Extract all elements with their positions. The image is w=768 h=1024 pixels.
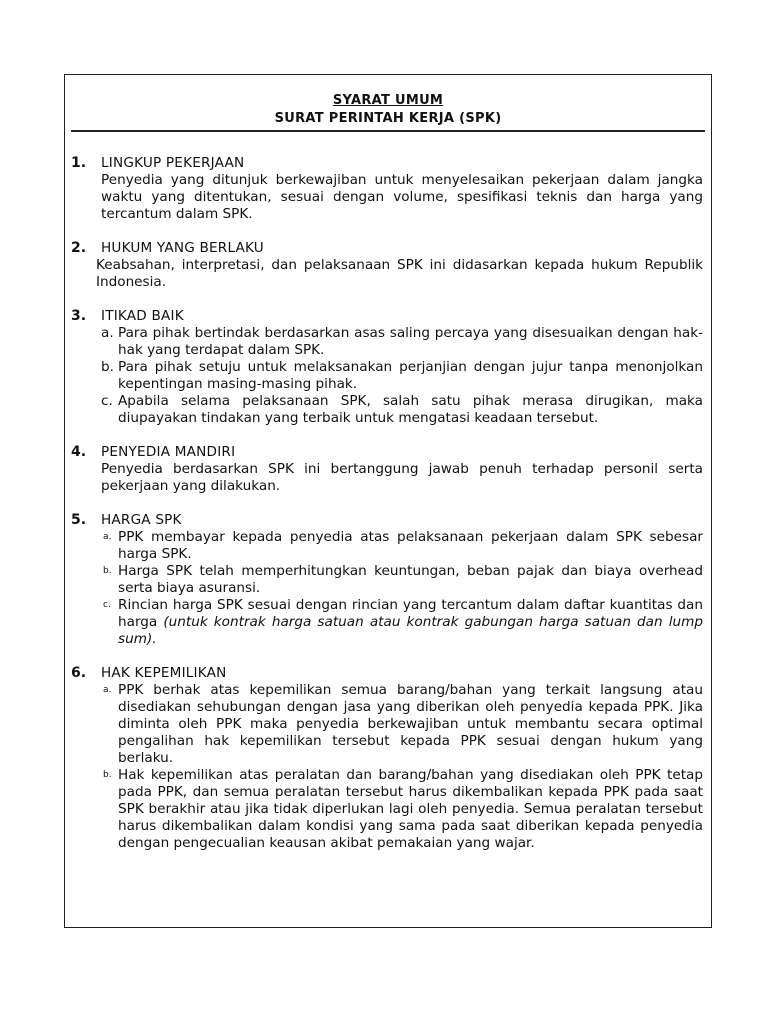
list-item: [71, 393, 703, 427]
section-list: [71, 682, 703, 852]
document-body: [71, 155, 703, 869]
section-list: [71, 325, 703, 427]
list-item-text: Apabila selama pelaksanaan SPK, salah satu pihak merasa dirugikan, maka diupayakan tindakan yang terbaik untuk mengatasi keadaan tersebut.: [118, 393, 703, 426]
document-subtitle: SURAT PERINTAH KERJA (SPK): [274, 111, 502, 126]
list-marker: b.: [103, 566, 112, 576]
section-number: 1.: [71, 155, 87, 171]
section-title: ITIKAD BAIK: [101, 308, 184, 324]
section-paragraph: Penyedia yang ditunjuk berkewajiban untuk menyelesaikan pekerjaan dalam jangka waktu yang ditentukan, sesuai dengan volume, spesifikasi teknis dan harga yang tercantum dalam SPK.: [101, 172, 703, 222]
section-number: 4.: [71, 444, 87, 460]
list-item-text: Hak kepemilikan atas peralatan dan barang/bahan yang disediakan oleh PPK tetap pada PPK, dan semua peralatan tersebut harus dikembalikan kepada PPK pada saat SPK berakhir atau jika tidak diperlukan lagi oleh penyedia. Semua peralatan tersebut harus dikembalikan dalam kondisi yang sama pada saat diberikan kepada penyedia dengan pengecualian keausan akibat pemakaian yang wajar.: [118, 767, 703, 851]
list-item: [71, 767, 703, 852]
section-number: 3.: [71, 308, 87, 324]
section-title: HAK KEPEMILIKAN: [101, 665, 227, 681]
section-heading: [71, 665, 703, 682]
list-marker: c.: [101, 393, 113, 409]
section-title: HARGA SPK: [101, 512, 182, 528]
section-heading: [71, 155, 703, 172]
section-paragraph: Penyedia berdasarkan SPK ini bertanggung jawab penuh terhadap personil serta pekerjaan yang dilakukan.: [101, 461, 703, 494]
section-title: PENYEDIA MANDIRI: [101, 444, 236, 460]
section-heading: [71, 308, 703, 325]
list-marker: a.: [103, 532, 112, 542]
list-item-text: Rincian harga SPK sesuai dengan rincian yang tercantum dalam daftar kuantitas dan harga: [118, 597, 703, 630]
section-list: [71, 529, 703, 648]
title-rule: [71, 130, 705, 132]
list-item: [71, 682, 703, 767]
document-frame: [64, 74, 712, 928]
list-item: [71, 563, 703, 597]
list-item: [71, 325, 703, 359]
list-item-italic-note: (untuk kontrak harga satuan atau kontrak gabungan harga satuan dan lump sum).: [118, 614, 703, 647]
section-title: HUKUM YANG BERLAKU: [101, 240, 264, 256]
list-item-text: PPK membayar kepada penyedia atas pelaksanaan pekerjaan dalam SPK sebesar harga SPK.: [118, 529, 703, 562]
list-marker: b.: [101, 359, 114, 375]
section-hukum-yang-berlaku: [71, 240, 703, 291]
section-itikad-baik: [71, 308, 703, 427]
section-number: 5.: [71, 512, 87, 528]
list-item-text: Harga SPK telah memperhitungkan keuntungan, beban pajak dan biaya overhead serta biaya asuransi.: [118, 563, 703, 596]
document-title: SYARAT UMUM: [332, 93, 444, 108]
section-paragraph: Keabsahan, interpretasi, dan pelaksanaan SPK ini didasarkan kepada hukum Republik Indonesia.: [96, 257, 703, 290]
list-item: [71, 529, 703, 563]
list-item-text: PPK berhak atas kepemilikan semua barang/bahan yang terkait langsung atau disediakan sehubungan dengan jasa yang diberikan oleh penyedia kepada PPK. Jika diminta oleh PPK maka penyedia berkewajiban untuk membantu secara optimal pengalihan hak kepemilikan tersebut kepada PPK sesuai dengan hukum yang berlaku.: [118, 682, 703, 766]
list-item-text: Para pihak setuju untuk melaksanakan perjanjian dengan jujur tanpa menonjolkan kepentingan masing-masing pihak.: [118, 359, 703, 392]
section-heading: [71, 240, 703, 257]
section-number: 2.: [71, 240, 87, 256]
list-item-text: Para pihak bertindak berdasarkan asas saling percaya yang disesuaikan dengan hak-hak yang terdapat dalam SPK.: [118, 325, 703, 358]
section-heading: [71, 512, 703, 529]
section-title: LINGKUP PEKERJAAN: [101, 155, 245, 171]
section-harga-spk: [71, 512, 703, 648]
section-lingkup-pekerjaan: [71, 155, 703, 223]
section-hak-kepemilikan: [71, 665, 703, 852]
list-item: [71, 597, 703, 648]
section-heading: [71, 444, 703, 461]
list-marker: b.: [103, 770, 112, 780]
list-marker: a.: [101, 325, 114, 341]
list-marker: c.: [103, 600, 111, 610]
section-number: 6.: [71, 665, 87, 681]
section-penyedia-mandiri: [71, 444, 703, 495]
list-marker: a.: [103, 685, 112, 695]
list-item: [71, 359, 703, 393]
